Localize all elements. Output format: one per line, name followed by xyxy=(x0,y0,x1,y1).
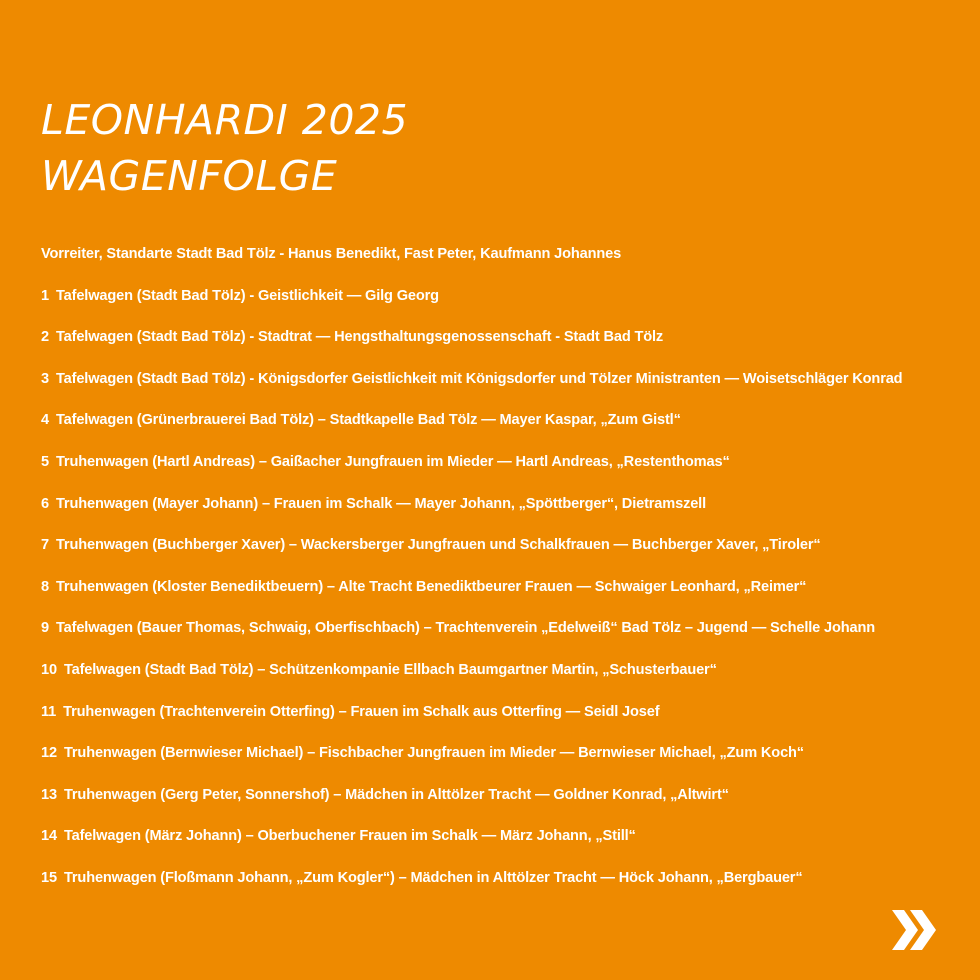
item-text: Truhenwagen (Buchberger Xaver) – Wackersberger Jungfrauen und Schalkfrauen — Buchberger Xaver, „Tiroler“ xyxy=(55,537,821,554)
item-text: Tafelwagen (Stadt Bad Tölz) – Schützenkompanie Ellbach Baumgartner Martin, „Schusterbauer“ xyxy=(63,661,717,678)
item-text: Tafelwagen (März Johann) – Oberbuchener Frauen im Schalk — März Johann, „Still“ xyxy=(63,828,636,845)
item-number: 6 xyxy=(41,495,49,512)
list-item xyxy=(41,823,976,865)
item-text: Truhenwagen (Gerg Peter, Sonnershof) – Mädchen in Alttölzer Tracht — Goldner Konrad, „Altwirt“ xyxy=(63,786,729,803)
item-number: 1 xyxy=(41,287,49,304)
list-item xyxy=(41,740,976,782)
list-item xyxy=(41,782,976,824)
item-number: 11 xyxy=(41,703,57,720)
item-number: 8 xyxy=(41,578,49,595)
list-item xyxy=(41,449,976,491)
list-item xyxy=(41,407,976,449)
item-text: Tafelwagen (Grünerbrauerei Bad Tölz) – Stadtkapelle Bad Tölz — Mayer Kaspar, „Zum Gistl“ xyxy=(55,412,681,429)
list-item xyxy=(41,324,976,366)
list-item xyxy=(41,657,976,699)
title-line-1: LEONHARDI 2025 xyxy=(41,96,409,144)
item-number: 12 xyxy=(41,745,57,762)
item-number: 5 xyxy=(41,453,49,470)
item-number: 4 xyxy=(41,412,49,429)
item-number: 13 xyxy=(41,786,57,803)
item-text: Truhenwagen (Hartl Andreas) – Gaißacher Jungfrauen im Mieder — Hartl Andreas, „Restenthomas“ xyxy=(55,453,730,470)
item-text: Tafelwagen (Stadt Bad Tölz) - Stadtrat — Hengsthaltungsgenossenschaft - Stadt Bad Tölz xyxy=(55,329,664,346)
list-item xyxy=(41,491,976,533)
item-text: Truhenwagen (Bernwieser Michael) – Fischbacher Jungfrauen im Mieder — Bernwieser Michael, „Zum Koch“ xyxy=(63,745,804,762)
intro-line: Vorreiter, Standarte Stadt Bad Tölz - Hanus Benedikt, Fast Peter, Kaufmann Johannes xyxy=(41,246,622,262)
list-item xyxy=(41,283,976,325)
title-line-2: WAGENFOLGE xyxy=(41,152,338,200)
item-number: 2 xyxy=(41,329,49,346)
item-text: Truhenwagen (Kloster Benediktbeuern) – Alte Tracht Benediktbeurer Frauen — Schwaiger Leonhard, „Reimer“ xyxy=(55,578,807,595)
list-item xyxy=(41,574,976,616)
list-item xyxy=(41,865,976,907)
next-slide-button[interactable] xyxy=(890,906,940,954)
item-number: 3 xyxy=(41,370,49,387)
wagon-order-list xyxy=(41,241,976,907)
item-number: 7 xyxy=(41,537,49,554)
item-text: Tafelwagen (Stadt Bad Tölz) - Königsdorfer Geistlichkeit mit Königsdorfer und Tölzer Ministranten — Woisetschläger Konrad xyxy=(55,370,903,387)
list-item xyxy=(41,532,976,574)
list-item xyxy=(41,366,976,408)
item-text: Truhenwagen (Mayer Johann) – Frauen im Schalk — Mayer Johann, „Spöttberger“, Dietramszell xyxy=(55,495,706,512)
item-text: Tafelwagen (Bauer Thomas, Schwaig, Oberfischbach) – Trachtenverein „Edelweiß“ Bad Tölz – Jugend — Schelle Johann xyxy=(55,620,875,637)
item-number: 10 xyxy=(41,661,57,678)
item-number: 9 xyxy=(41,620,49,637)
item-number: 14 xyxy=(41,828,57,845)
item-text: Truhenwagen (Floßmann Johann, „Zum Kogler“) – Mädchen in Alttölzer Tracht — Höck Johann, „Bergbauer“ xyxy=(63,869,803,886)
item-text: Truhenwagen (Trachtenverein Otterfing) – Frauen im Schalk aus Otterfing — Seidl Josef xyxy=(63,703,660,720)
item-number: 15 xyxy=(41,869,57,886)
double-chevron-right-icon xyxy=(890,906,940,954)
list-item xyxy=(41,615,976,657)
list-item xyxy=(41,699,976,741)
item-text: Tafelwagen (Stadt Bad Tölz) - Geistlichkeit — Gilg Georg xyxy=(55,287,439,304)
page-title xyxy=(41,92,408,204)
